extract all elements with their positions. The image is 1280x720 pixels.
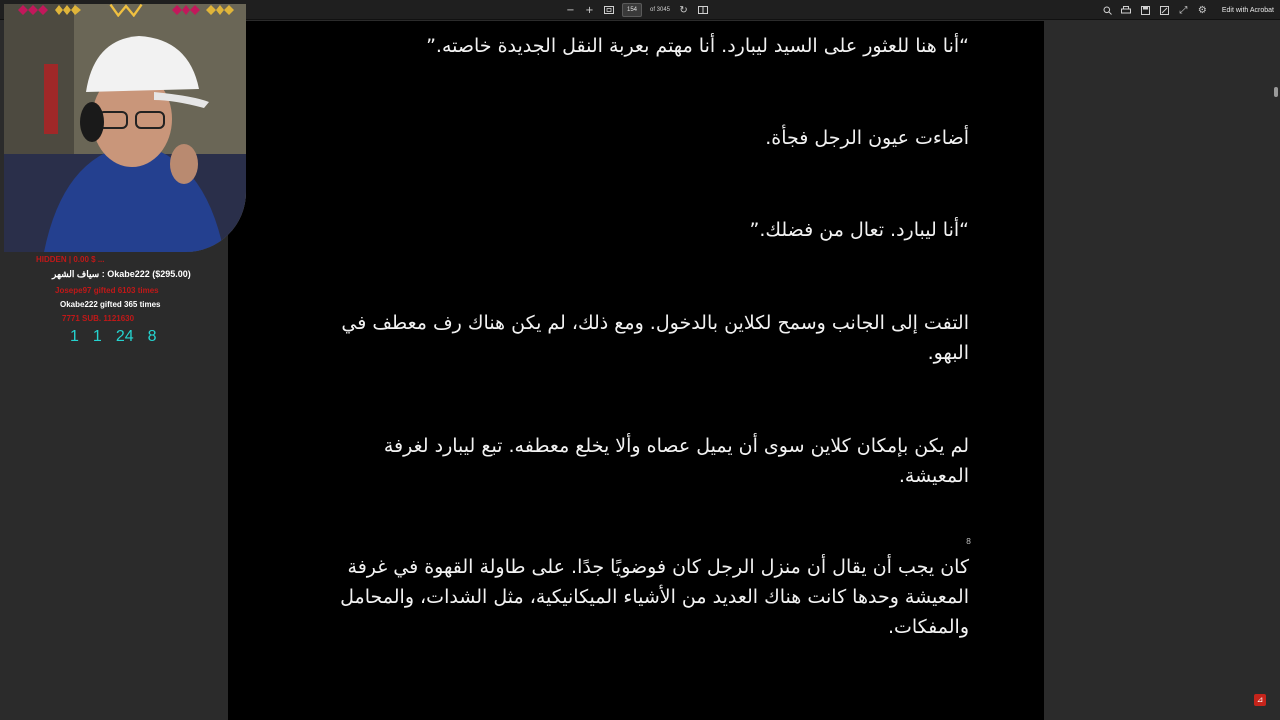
- edit-with-acrobat-button[interactable]: Edit with Acrobat: [1221, 6, 1274, 14]
- settings-gear-icon[interactable]: ⚙: [1197, 4, 1207, 16]
- paragraph: التفت إلى الجانب وسمح لكلاين بالدخول. ومع ذلك، لم يكن هناك رف معطف في البهو.: [341, 312, 969, 364]
- top-donor-label: سياف الشهر : Okabe222 ($295.00): [52, 269, 191, 279]
- stream-counters: [70, 328, 157, 346]
- counter-value: 8: [147, 328, 157, 345]
- page-footnote-mark: 8: [966, 537, 972, 546]
- pink-ornament-icon: [172, 3, 200, 17]
- crown-logo-icon: [104, 3, 148, 17]
- page-navigation: [565, 2, 708, 18]
- gold-ornament-icon: [55, 3, 81, 17]
- acrobat-pdf-icon[interactable]: ⊿: [1254, 694, 1266, 706]
- toolbar-right: [1102, 2, 1274, 18]
- webcam-feed: [4, 4, 246, 252]
- counter-value: 1: [92, 328, 102, 345]
- pink-ornament-icon: [18, 3, 48, 17]
- zoom-out-button[interactable]: −: [566, 4, 575, 16]
- counter-value: 24: [115, 328, 134, 345]
- paragraph: لم يكن بإمكان كلاين سوى أن يميل عصاه وألا يخلع معطفه. تبع ليبارد لغرفة المعيشة.: [383, 435, 969, 487]
- expand-icon[interactable]: ⤢: [1179, 4, 1188, 16]
- scrollbar-thumb[interactable]: [1274, 87, 1278, 97]
- sub-counter-alert: 7771 SUB. 1121630: [62, 314, 135, 323]
- search-icon[interactable]: [1102, 3, 1113, 17]
- gold-ornament-icon: [206, 3, 234, 17]
- fit-page-icon[interactable]: [603, 3, 614, 17]
- print-icon[interactable]: [1121, 3, 1132, 17]
- save-icon[interactable]: [1140, 3, 1151, 17]
- rotate-icon[interactable]: ↻: [679, 4, 688, 16]
- stream-alert: Okabe222 gifted 365 times: [60, 300, 161, 309]
- paragraph: أضاءت عيون الرجل فجأة.: [765, 127, 969, 149]
- paragraph: كان يجب أن يقال أن منزل الرجل كان فوضويًا جدًا. على طاولة القهوة في غرفة المعيشة وحدها كانت هناك العديد من الأشياء الميكانيكية، مثل الشدات، والمحامل والمفكات.: [340, 556, 969, 638]
- stream-alert: HIDDEN | 0.00 $ ...: [36, 255, 105, 264]
- page-total: of 3045: [650, 7, 671, 13]
- vertical-scrollbar[interactable]: [1272, 21, 1280, 720]
- pdf-page: [228, 21, 1044, 720]
- zoom-in-button[interactable]: +: [585, 4, 594, 16]
- edit-pen-icon[interactable]: [1159, 3, 1170, 17]
- page-number-input[interactable]: 154: [622, 3, 642, 17]
- overlay-decoration: [0, 0, 250, 20]
- paragraph: “أنا ليبارد. تعال من فضلك.”: [749, 219, 969, 241]
- stream-overlay: [0, 0, 250, 350]
- stream-alert: Josepe97 gifted 6103 times: [55, 286, 159, 295]
- counter-value: 1: [70, 328, 79, 345]
- page-view-icon[interactable]: [697, 3, 708, 17]
- streamer-image: [4, 4, 246, 252]
- paragraph: “أنا هنا للعثور على السيد ليبارد. أنا مهتم بعربة النقل الجديدة خاصته.”: [426, 35, 969, 57]
